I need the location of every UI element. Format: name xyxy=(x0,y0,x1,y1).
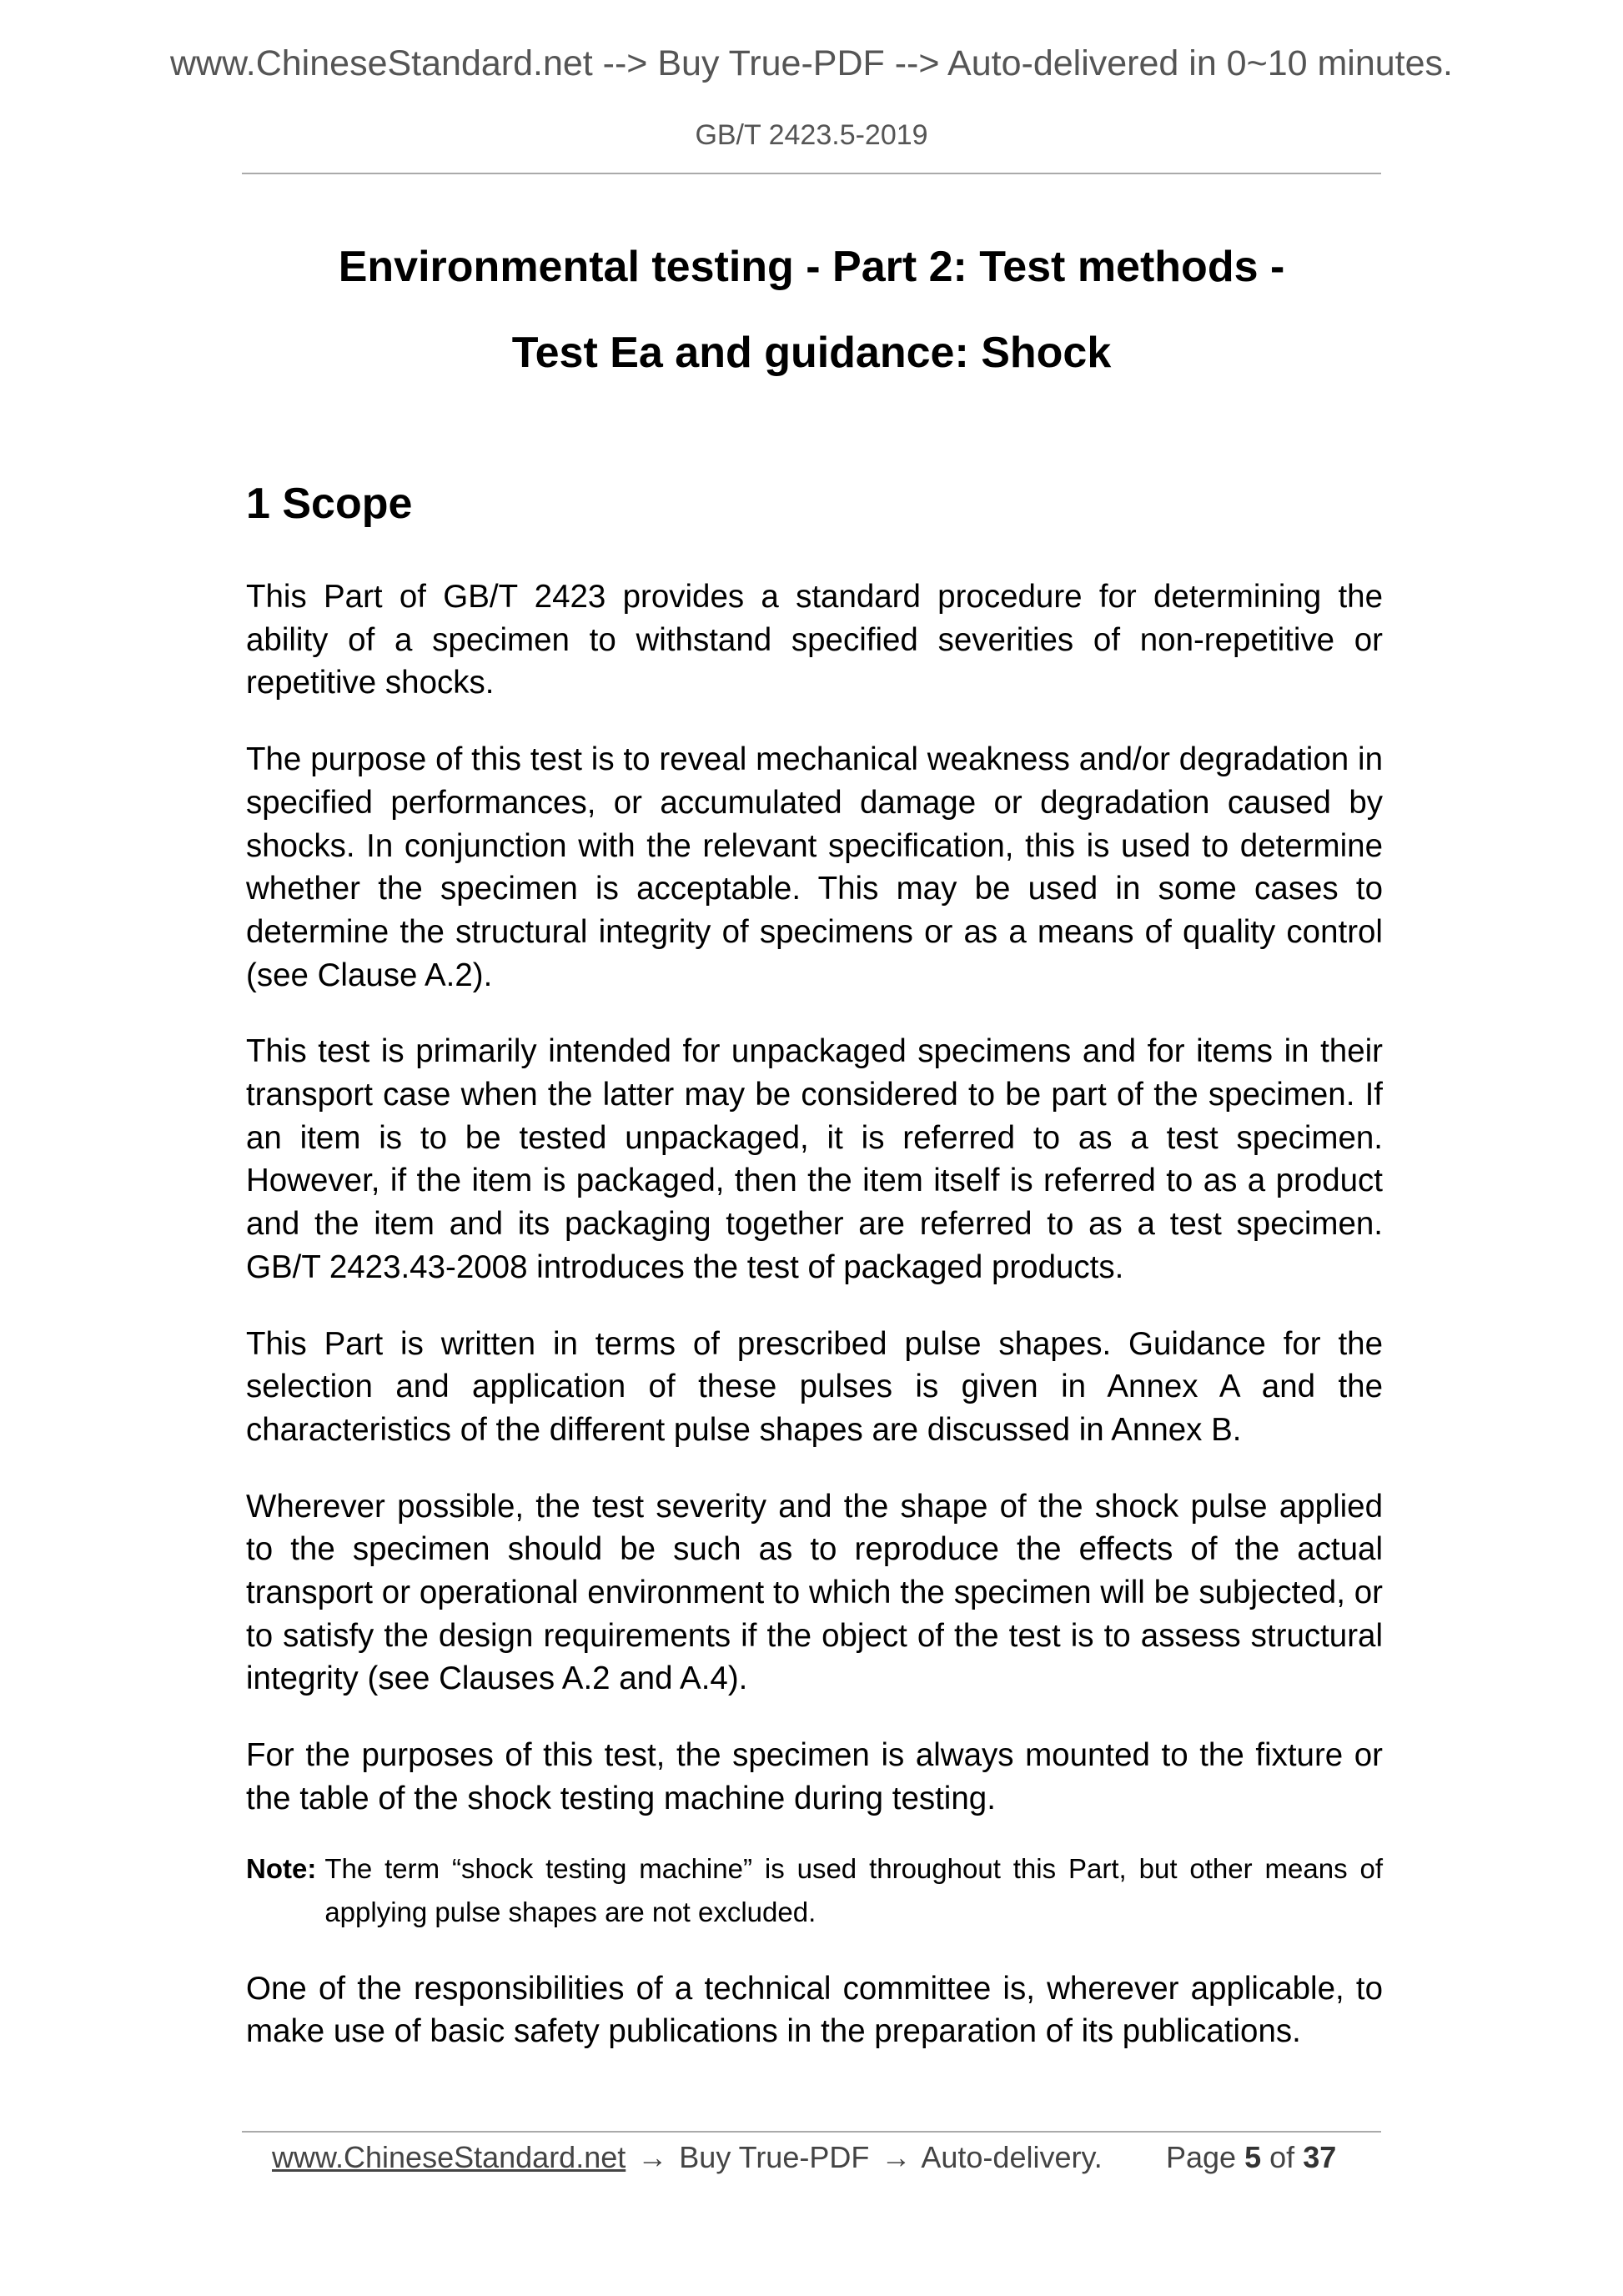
page-indicator xyxy=(1166,2140,1336,2175)
header-banner: www.ChineseStandard.net --> Buy True-PDF --> Auto-delivered in 0~10 minutes. xyxy=(169,43,1453,83)
paragraph-3: This test is primarily intended for unpackaged specimens and for items in their transport case when the latter may be considered to be part of the specimen. If an item is to be tested unpackaged, it is referred to as a test specimen. However, if the item is packaged, then the item itself is referred to as a product and the item and its packaging together are referred to as a test specimen. GB/T 2423.43-2008 introduces the test of packaged products. xyxy=(246,1033,1383,1285)
footer-buy-text: Buy True-PDF xyxy=(679,2140,870,2174)
page-total: 37 xyxy=(1303,2140,1337,2174)
of-label: of xyxy=(1269,2140,1295,2174)
note-label: Note: xyxy=(246,1852,317,1884)
document-title-line-1: Environmental testing - Part 2: Test methods - xyxy=(338,243,1285,291)
section-body xyxy=(246,575,1383,2087)
paragraph-5: Wherever possible, the test severity and the shape of the shock pulse applied to the specimen should be such as to reproduce the effects of the actual transport or operational environment to which the specimen will be subjected, or to satisfy the design requirements if the object of the test is to assess structural integrity (see Clauses A.2 and A.4). xyxy=(246,1488,1383,1697)
page-number: 5 xyxy=(1244,2140,1262,2174)
note-block xyxy=(246,1847,1383,1934)
right-arrow-icon: → xyxy=(637,2140,668,2174)
paragraph-7: One of the responsibilities of a technical committee is, wherever applicable, to make use of basic safety publications in the preparation of its publications. xyxy=(246,1970,1383,2050)
footer-auto-text: Auto-delivery. xyxy=(921,2140,1103,2174)
page-label: Page xyxy=(1166,2140,1237,2174)
header-divider xyxy=(242,173,1381,174)
document-code: GB/T 2423.5-2019 xyxy=(695,119,928,151)
paragraph-4: This Part is written in terms of prescribed pulse shapes. Guidance for the selection and application of these pulses is given in Annex A and the characteristics of the different pulse shapes are discussed in Annex B. xyxy=(246,1325,1383,1448)
note-text: The term “shock testing machine” is used throughout this Part, but other means of applying pulse shapes are not excluded. xyxy=(324,1852,1383,1927)
document-title-line-2: Test Ea and guidance: Shock xyxy=(511,329,1112,377)
right-arrow-icon: → xyxy=(881,2140,912,2174)
paragraph-6: For the purposes of this test, the specimen is always mounted to the fixture or the table of the shock testing machine during testing. xyxy=(246,1737,1383,1816)
footer-site-link[interactable]: www.ChineseStandard.net xyxy=(272,2140,626,2174)
page-footer xyxy=(272,2140,1356,2175)
paragraph-2: The purpose of this test is to reveal mechanical weakness and/or degradation in specified performances, or accumulated damage or degradation caused by shocks. In conjunction with the relevant specification, this is used to determine whether the specimen is acceptable. This may be used in some cases to determine the structural integrity of specimens or as a means of quality control (see Clause A.2). xyxy=(246,741,1383,993)
paragraph-1: This Part of GB/T 2423 provides a standard procedure for determining the ability of a specimen to withstand specified severities of non-repetitive or repetitive shocks. xyxy=(246,579,1383,701)
footer-divider xyxy=(242,2131,1381,2133)
section-heading-scope: 1 Scope xyxy=(246,480,413,528)
